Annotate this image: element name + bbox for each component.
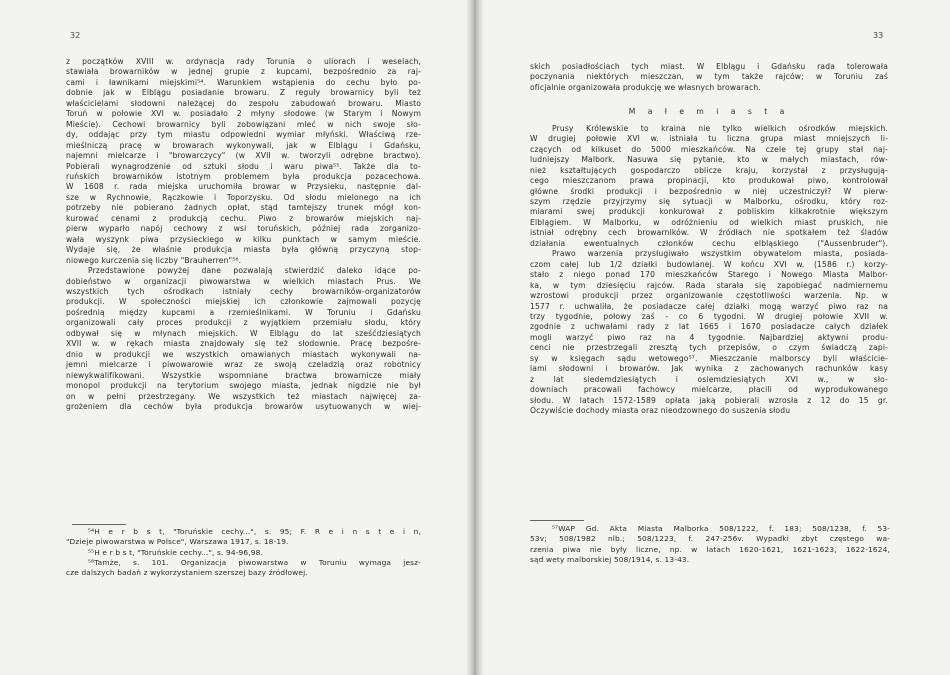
book-gutter — [466, 0, 484, 675]
text-line: czących od kilkuset do 5000 mieszkańców. Na czele tej grupy stał naj- — [530, 144, 888, 154]
text-line: ka, w tym dziesięciu rajców. Rada starała się zapobiegać nadmiernemu — [530, 280, 888, 290]
text-line: zgodnie z uchwałami rady z lat 1665 i 1670 posiadacze całych działek — [530, 322, 888, 332]
body-text — [66, 57, 421, 412]
text-line: Prawo warzenia przysługiwało wszystkim obywatelom miasta, posiada- — [552, 249, 888, 259]
text-line: cego mieszczanom prawa propinacji, kto produkował piwo, kontrolował — [530, 176, 888, 186]
text-line: organizowali cały proces produkcji z wyjątkiem przemiału słodu, który — [66, 318, 421, 328]
text-line: Mieście). Cechowi browarnicy byli zobowiązani mleć w nich swoje sło- — [66, 119, 421, 129]
text-line: niowego kurczenia się liczby "Brauherren"⁵⁶. — [66, 255, 242, 265]
text-line: Prusy Królewskie to kraina nie tylko wielkich ośrodków miejskich. — [552, 123, 888, 133]
text-line: dobnie jak w Elblągu posiadanie browaru. Z reguły browarnicy byli też — [66, 88, 421, 98]
text-line: najemni mielcarze i "browarczycy" (w XVII w. tworzyli odrębne bractwo). — [66, 151, 421, 161]
footnote-line: ⁵⁷WAP Gd. Akta Miasta Malborka 508/1222, f. 183; 508/1238, f. 53- — [552, 524, 890, 533]
text-line: Toruń w połowie XVI w. posiadało 2 młyny słodowe (w Starym i Nowym — [66, 109, 421, 119]
text-line: ruńskich browarników istotnym problemem była produkcja pozacechowa. — [66, 171, 421, 181]
body-text — [530, 62, 888, 417]
text-line: z początków XVIII w. ordynacja rady Torunia o uliorach i weselach, — [66, 57, 421, 66]
footnote-rule — [530, 520, 584, 521]
text-line: nież kształtujących gospodarczo oblicze kraju, korzystał z przysługują- — [530, 165, 888, 175]
text-line: wszystkich tych ośrodkach istniały cechy browarników-organizatorów — [66, 286, 421, 296]
text-line: mieślniczą pracę w browarach wykonywali, jak w Elblągu i Gdańsku, — [66, 140, 421, 150]
text-line: szym rzędzie przyjrzymy się sytuacji w Malborku, ośrodku, który roz- — [530, 196, 888, 206]
text-line: lami słodowni i browarów. Jak wynika z zachowanych rachunków kasy — [530, 364, 888, 374]
text-line: XVII w. w rękach miasta znajdowały się też słodownie. Pracę bezpośre- — [66, 339, 421, 349]
text-line: Przedstawione powyżej dane pozwalają stwierdzić daleko idące po- — [88, 266, 421, 276]
text-line: dnio w produkcji we wszystkich omawianych miastach wykonywali na- — [66, 349, 421, 359]
footnote-line: 53v; 508/1982 nlb.; 508/1223, f. 247-256v. Wypadki zbyt częstego wa- — [530, 534, 890, 544]
footnote-line: rzenia piwa nie były liczne, np. w latach 1620-1621, 1621-1623, 1622-1624, — [530, 544, 890, 554]
paragraph-top — [530, 62, 888, 93]
text-line: poczynania niektórych mieszczan, w tym także rajców; w Toruniu zaś — [530, 72, 888, 82]
footnote-rule — [72, 524, 126, 525]
text-line: kurować cenami z produkcją cechu. Piwo z browarów miejskich naj- — [66, 213, 421, 223]
paragraph-main — [530, 124, 888, 417]
text-line: Wydaje się, że właśnie produkcja miasta była główną przyczyną stop- — [66, 245, 421, 255]
text-line: odbywał się w młynach miejskich. W Elblągu do lat sześćdziesiątych — [66, 328, 421, 338]
text-line: stało z niego ponad 170 mieszkańców Starego i Nowego Miasta Malbor- — [530, 270, 888, 280]
text-line: trzy tygodnie, połowy zaś - co 6 tygodni. W drugiej połowie XVII w. — [530, 311, 888, 321]
text-line: downiach pracowali fachowcy mielcarze, płacili od wyprodukowanego — [530, 385, 888, 395]
text-line: Pobierali wynagrodzenie od sztuki słodu i waru piwa⁵⁵. Także dla to- — [66, 161, 421, 171]
text-line: W drugiej połowie XVI w. istniała tu liczna grupa miast mniejszych li- — [530, 134, 888, 144]
text-line: z lat siedemdziesiątych i osiemdziesiątych XVI w., w sło- — [530, 374, 888, 384]
footnote-line: ⁵⁴H e r b s t, "Toruńskie cechy...", s. 95; F. R e i n s t e i n, — [88, 527, 421, 536]
text-line: dobieństwo w organizacji piwowarstwa w wielkich miastach Prus. We — [66, 276, 421, 286]
text-line: istniał odrębny cech browarników. W źródłach nie spotkałem też śladów — [530, 228, 888, 238]
text-line: grożeniem dla cechów była produkcja browarów usytuowanych w wiej- — [66, 401, 421, 411]
text-line: 1577 r. uchwaliła, że posiadacze całej działki mogą warzyć piwo raz na — [530, 301, 888, 311]
text-line: pośrednią między kupcami a rzemieślnikami. W Toruniu i Gdańsku — [66, 307, 421, 317]
text-line: Elblągiem. W Malborku, w odróżnieniu od wielkich miast pruskich, nie — [530, 217, 888, 227]
right-page — [478, 0, 950, 675]
footnote-line: cze dalszych badań z wykorzystaniem szerszej bazy źródłowej. — [66, 568, 308, 578]
text-line: stawiała browarników w jednej grupie z kupcami, bezpośrednio za raj- — [66, 67, 421, 77]
text-line: Oczywiście dochody miasta oraz nieodzownego do suszenia słodu — [530, 406, 791, 416]
footnotes — [66, 527, 421, 578]
left-page — [0, 0, 472, 675]
footnotes — [530, 524, 890, 565]
text-line: miarami swej produkcji konkurował z pobliskim kilkakrotnie większym — [530, 207, 888, 217]
footnote-line: ⁵⁵H e r b s t, "Toruńskie cechy...", s. 94-96,98. — [88, 547, 263, 557]
page-number: 32 — [70, 31, 81, 40]
page-number: 33 — [873, 31, 884, 40]
text-line: słodu. W latach 1572-1589 opłata jaką pobierali wzrosła z 12 do 15 gr. — [530, 395, 888, 405]
text-line: jemni mielcarze i piwowarowie wraz ze swoją czeladzią oraz robotnicy — [66, 360, 421, 370]
text-line: oficjalnie organizowała produkcję we własnych browarach. — [530, 82, 761, 92]
text-line: niewykwalifikowani. Wszystkie wspomniane bractwa browarnicze miały — [66, 370, 421, 380]
text-line: ludniejszy Malbork. Nasuwa się pytanie, kto w małych miastach, rów- — [530, 155, 888, 165]
section-heading: M a ł e m i a s t a — [628, 107, 790, 117]
text-line: sze w Rychnowie, Rączkowie i Toporzysku. Od słodu mielonego na ich — [66, 192, 421, 202]
text-line: pierw wyparło napój cechowy z wsi toruńskich, później rada zorganizo- — [66, 224, 421, 234]
text-line: sy w księgach sądu wetowego⁵⁷. Mieszczanie malborscy byli właścicie- — [530, 353, 888, 363]
text-line: dy, oddając przy tym miastu odpowiedni wymiar młyński. Właściwą rze- — [66, 130, 421, 140]
text-line: skich posiadłościach tych miast. W Elblągu i Gdańsku rada tolerowała — [530, 62, 888, 71]
text-line: wała wyszynk piwa przysieckiego w kilku punktach w samym mieście. — [66, 234, 421, 244]
text-line: wzrostowi produkcji przez organizowanie częstotliwości warzenia. Np. w — [530, 291, 888, 301]
footnote-line: ⁵⁶Tamże, s. 101. Organizacja piwowarstwa w Toruniu wymaga jesz- — [88, 557, 421, 567]
footnote-line: "Dzieje piwowarstwa w Polsce", Warszawa 1917, s. 18-19. — [66, 537, 289, 547]
text-line: właścicielami słodowni należącej do zespołu zabudowań browaru. Miasto — [66, 98, 421, 108]
text-line: mogli warzyć piwo raz na 4 tygodnie. Najbardziej aktywni produ- — [530, 332, 888, 342]
text-line: działania ewentualnych członków cechu elbląskiego ("Aussenbruder"). — [530, 238, 888, 248]
text-line: W 1608 r. rada miejska uruchomiła browar w Przysieku, następnie dal- — [66, 182, 421, 192]
text-line: cami i ławnikami miejskimi⁵⁴. Warunkiem wstąpienia do cechu było po- — [66, 77, 421, 87]
text-line: potrzeby nie pobierano żadnych opłat, stąd tamtejszy trunek mógł kon- — [66, 203, 421, 213]
footnote-line: sąd wety malborskiej 508/1914, s. 13-43. — [530, 554, 690, 564]
text-line: główne środki produkcji i bezpośrednio w niej uczestniczył? W pierw- — [530, 186, 888, 196]
text-line: czom całej lub 1/2 działki budowlanej. W końcu XVI w. (1586 r.) korzy- — [530, 259, 888, 269]
text-line: on w pełni przestrzegany. We wszystkich też miastach najwięcej za- — [66, 391, 421, 401]
text-line: produkcji. W społeczności miejskiej ich członkowie zajmowali pozycję — [66, 297, 421, 307]
text-line: monopol produkcji na terytorium swojego miasta, jednak nigdzie nie był — [66, 381, 421, 391]
text-line: cenci nie przestrzegali zresztą tych przepisów, o czym świadczą zapi- — [530, 343, 888, 353]
